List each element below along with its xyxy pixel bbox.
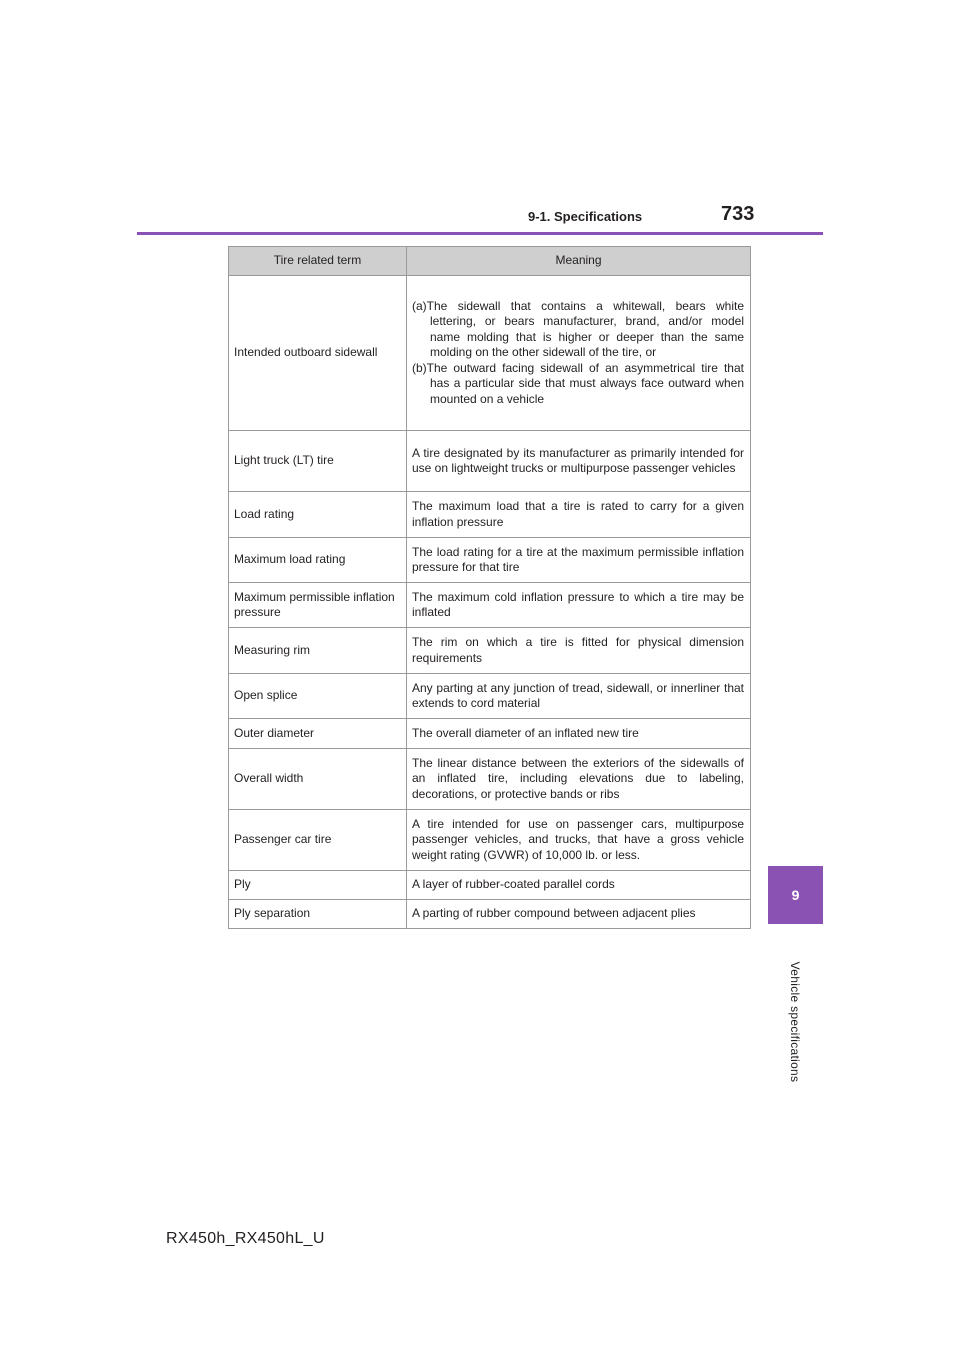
- term-cell: Load rating: [229, 492, 407, 538]
- chapter-number: 9: [791, 887, 800, 903]
- table-row: [229, 749, 751, 810]
- chapter-label: Vehicle specifications: [788, 961, 802, 1083]
- table-row: [229, 628, 751, 674]
- table-row: [229, 810, 751, 871]
- table-row: [229, 900, 751, 929]
- meaning-cell: The linear distance between the exteriors of the sidewalls of an inflated tire, including elevations due to labeling, decorations, or protective bands or ribs: [407, 749, 751, 810]
- meaning-cell: A tire designated by its manufacturer as primarily intended for use on lightweight trucks or multipurpose passenger vehicles: [407, 431, 751, 492]
- term-cell: Maximum permissible inflation pressure: [229, 583, 407, 628]
- meaning-cell: The load rating for a tire at the maximum permissible inflation pressure for that tire: [407, 538, 751, 583]
- table-row: [229, 583, 751, 628]
- table-row: [229, 538, 751, 583]
- table-row: [229, 492, 751, 538]
- column-header-meaning: Meaning: [407, 247, 751, 276]
- tire-terms-table: [228, 246, 751, 929]
- meaning-cell: The rim on which a tire is fitted for physical dimension requirements: [407, 628, 751, 674]
- term-cell: Ply separation: [229, 900, 407, 929]
- term-cell: Maximum load rating: [229, 538, 407, 583]
- meaning-cell: The overall diameter of an inflated new tire: [407, 719, 751, 749]
- model-code: RX450h_RX450hL_U: [166, 1230, 325, 1247]
- meaning-cell: [407, 276, 751, 431]
- column-header-term: Tire related term: [229, 247, 407, 276]
- table-row: [229, 871, 751, 900]
- page-number: 733: [721, 203, 755, 225]
- term-cell: Outer diameter: [229, 719, 407, 749]
- term-cell: Open splice: [229, 674, 407, 719]
- header-rule: [137, 232, 823, 235]
- term-cell: Measuring rim: [229, 628, 407, 674]
- table-row: [229, 431, 751, 492]
- term-cell: Passenger car tire: [229, 810, 407, 871]
- table-row: [229, 674, 751, 719]
- meaning-cell: A layer of rubber-coated parallel cords: [407, 871, 751, 900]
- term-cell: Light truck (LT) tire: [229, 431, 407, 492]
- meaning-item: (a)The sidewall that contains a whitewall, bears white lettering, or bears manufacturer, brand, and/or model name molding that is higher or deeper than the same molding on the other sidewall of the tire, or: [412, 298, 744, 360]
- meaning-cell: A tire intended for use on passenger cars, multipurpose passenger vehicles, and trucks, that have a gross vehicle weight rating (GVWR) of 10,000 lb. or less.: [407, 810, 751, 871]
- meaning-cell: The maximum cold inflation pressure to which a tire may be inflated: [407, 583, 751, 628]
- section-title: 9-1. Specifications: [528, 209, 643, 224]
- table-row: [229, 276, 751, 431]
- term-cell: Ply: [229, 871, 407, 900]
- meaning-cell: The maximum load that a tire is rated to carry for a given inflation pressure: [407, 492, 751, 538]
- table-header-row: [229, 247, 751, 276]
- term-cell: Overall width: [229, 749, 407, 810]
- meaning-cell: Any parting at any junction of tread, sidewall, or innerliner that extends to cord material: [407, 674, 751, 719]
- meaning-cell: A parting of rubber compound between adjacent plies: [407, 900, 751, 929]
- table-row: [229, 719, 751, 749]
- chapter-tab: [768, 866, 823, 924]
- term-cell: Intended outboard sidewall: [229, 276, 407, 431]
- meaning-item: (b)The outward facing sidewall of an asymmetrical tire that has a particular side that must always face outward when mounted on a vehicle: [412, 360, 744, 406]
